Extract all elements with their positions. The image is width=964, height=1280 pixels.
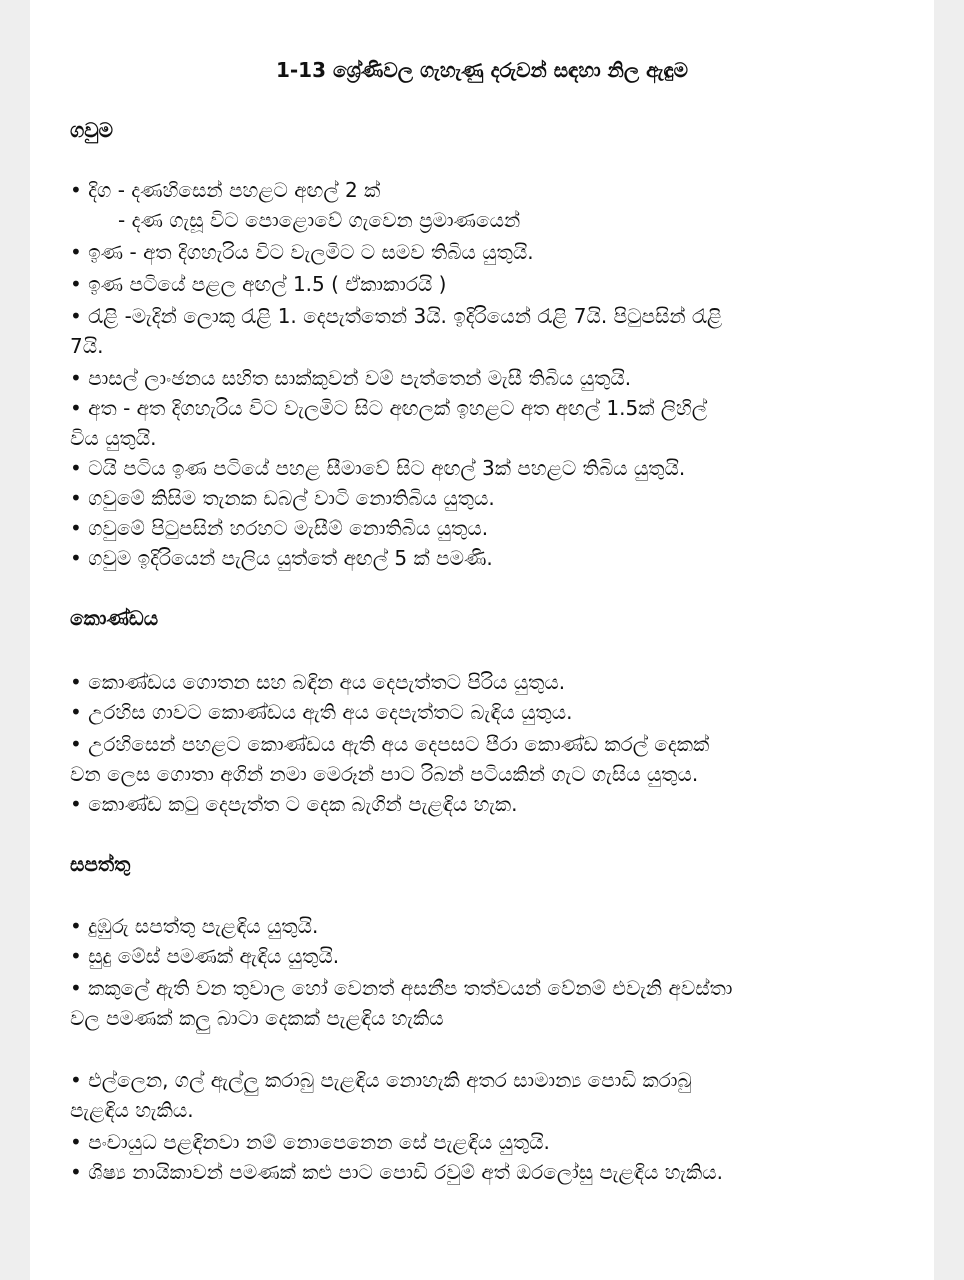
hair-line-5: • කොණ්ඩ කටු දෙපැත්ත ට දෙක බැගින් පැළඳිය හැක. (70, 792, 518, 816)
gown-line-4: • ඉණ පටියේ පළල අඟල් 1.5 ( ඒකාකාරයි ) (70, 272, 447, 296)
gown-line-13: • ගවුම ඉදිරියෙන් පැලිය යුත්තේ අඟල් 5 ක් පමණි. (70, 546, 493, 570)
gown-line-11: • ගවුමේ කිසිම තැනක ඩබල් වාටි නොතිබිය යුතුය. (70, 486, 495, 510)
section-heading-gown: ගවුම (70, 118, 114, 142)
shoes-line-8: • ශිෂ්‍ය නායිකාවන් පමණක් කළු පාට පොඩි රවුම් අත් ඔරලෝසු පැළඳිය හැකිය. (70, 1160, 724, 1184)
gown-line-2: - දණ ගැසූ විට පොළොවේ ගැවෙන ප්‍රමාණයෙන් (118, 208, 521, 232)
gown-line-3: • ඉණ - අත දිගහැරිය විට වැලමිට ට සමව තිබිය යුතුයි. (70, 240, 534, 264)
hair-line-1: • කොණ්ඩය ගොතන සහ බඳින අය දෙපැත්තට පිරිය යුතුය. (70, 670, 566, 694)
document-page (30, 0, 934, 1280)
shoes-line-6: පැළඳිය හැකිය. (70, 1098, 194, 1122)
section-heading-hair: කොණ්ඩය (70, 606, 159, 630)
shoes-line-3: • කකුලේ ඇති වන තුවාල හෝ වෙනත් අසනීප තත්වයන් වේනම් එවැනි අවස්තා (70, 976, 733, 1000)
gown-line-6: 7යි. (70, 334, 104, 358)
shoes-line-2: • සුදු මේස් පමණක් ඇඳිය යුතුයි. (70, 944, 340, 968)
shoes-line-7: • පංචායුධ පළඳිනවා නම් නොපෙනෙන සේ පැළඳිය යුතුයි. (70, 1130, 550, 1154)
shoes-line-1: • දුඹුරු සපත්තු පැළඳිය යුතුයි. (70, 914, 319, 938)
gown-line-10: • ටයි පටිය ඉණ පටියේ පහළ සීමාවේ සිට අඟල් 3ක් පහළට තිබිය යුතුයි. (70, 456, 686, 480)
page-title: 1-13 ශ්‍රේණිවල ගැහැණු දරුවන් සඳහා නිල ඇඳුම (275, 58, 689, 82)
hair-line-4: වන ලෙස ගොතා අගින් නමා මෙරූන් පාට රිබන් පටියකින් ගැට ගැසිය යුතුය. (70, 762, 699, 786)
shoes-line-5: • එල්ලෙන, ගල් ඇල්ලු කරාබු පැළඳිය නොහැකි අතර සාමාන්‍ය පොඩි කරාබු (70, 1068, 692, 1092)
gown-line-5: • රැළි -මැදින් ලොකු රැළි 1. දෙපැත්තෙන් 3යි. ඉදිරියෙන් රැළි 7යි. පිටුපසින් රැළි (70, 304, 723, 328)
hair-line-2: • උරහිස ගාවට කොණ්ඩය ඇති අය දෙපැත්තට බැඳිය යුතුය. (70, 700, 573, 724)
gown-line-7: • පාසල් ලාංඡනය සහිත සාක්කුවන් වම් පැත්තෙන් මැසී තිබිය යුතුයි. (70, 366, 632, 390)
gown-line-8: • අත - අත දිගහැරිය විට වැලමිට සිට අඟලක් ඉහළට අත අඟල් 1.5ක් ලිහිල් (70, 396, 708, 420)
shoes-line-4: වල පමණක් කලු බාටා දෙකක් පැළඳිය හැකිය (70, 1006, 444, 1030)
section-heading-shoes: සපත්තු (70, 852, 131, 876)
gown-line-12: • ගවුමේ පිටුපසින් හරහට මැසීම් නොතිබිය යුතුය. (70, 516, 489, 540)
gown-line-1: • දිග - දණහිසෙන් පහළට අඟල් 2 ක් (70, 178, 381, 202)
gown-line-9: විය යුතුයි. (70, 426, 157, 450)
hair-line-3: • උරහිසෙන් පහළට කොණ්ඩය ඇති අය දෙපසට පීරා කොණ්ඩ කරල් දෙකක් (70, 732, 710, 756)
